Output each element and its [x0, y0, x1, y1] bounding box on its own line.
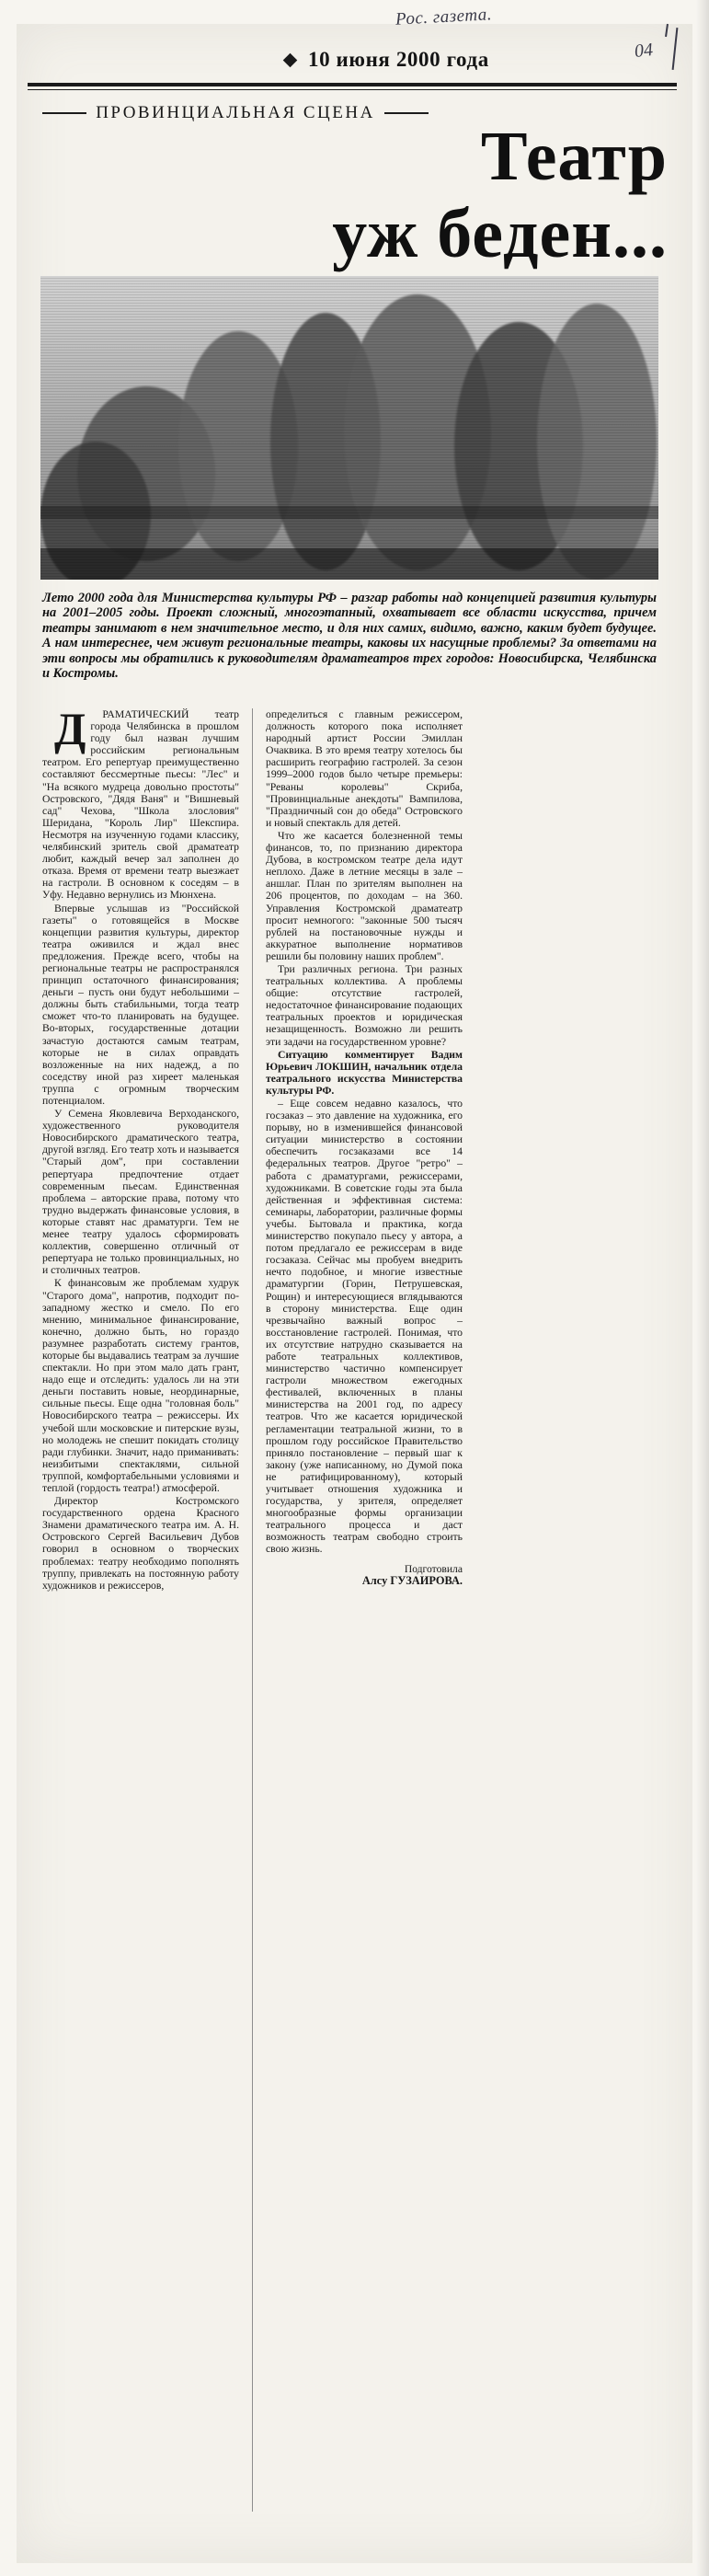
headline-line-2: уж беден...: [332, 195, 668, 272]
handwritten-source-note: Рос. газета.: [395, 5, 493, 29]
paragraph: К финансовым же проблемам худрук "Старого дома", напротив, подходит по-западному жестко и смело. По его мнению, минимальное финансирование, конечно, должно быть, но гораздо разумнее разработать систему грантов, которые бы выдавались театрам за лучшие спектакли. Но при этом мало дать грант, надо еще и отследить: удалось ли на эти деньги поставить новые, неординарные, сильные пьесы. Еще одна "головная боль" Новосибирского театра – режиссеры. Их учебой шли московские и питерские вузы, но молодежь не спешит покидать столицу ради глубинки. Значит, надо приманивать: неизбитыми спектаклями, сильной труппой, комфортабельными условиями и теплой (гордость театра!) атмосферой.: [42, 1277, 239, 1494]
masthead-rule-thin: [28, 89, 677, 90]
paragraph: У Семена Яковлевича Верходанского, художественного руководителя Новосибирского драматического театра, другой взгляд. Его театр хоть и называется "Старый дом", при составлении репертуара предпочтение отдает современным пьесам. Единственная проблема – авторские права, потому что трудно выдержать финансовые условия, в которые ставят нас драматурги. Тем не менее театру удалось сформировать коллектив, совершенно отличный от репертуара не только провинциальных, но и столичных театров.: [42, 1108, 239, 1277]
paragraph: [42, 703, 239, 902]
dropcap: Д: [54, 703, 86, 754]
byline-author: Алсу ГУЗАИРОВА.: [361, 1573, 463, 1587]
paragraph: Три различных региона. Три разных театральных коллектива. А проблемы общие: отсутствие гастролей, недостаточное финансирование подающих театральных проектов и юридическая незащищенность. Возможно ли решить эти задачи на государственном уровне?: [266, 962, 463, 1048]
column-2: [266, 708, 463, 2512]
column-divider: [252, 708, 253, 2512]
paragraph: Директор Костромского государственного ордена Красного Знамени драматического театра им. А. Н. Островского Сергей Васильевич Дубов говорил в основном о творческих проблемах: театру необходимо пополнять труппу, привлекать на постоянную работу художников и режиссеров,: [42, 1495, 239, 1592]
handwritten-page-number: 04: [633, 40, 655, 62]
rubric-label: ПРОВИНЦИАЛЬНАЯ СЦЕНА: [96, 103, 375, 122]
paragraph-text: РАМАТИЧЕСКИЙ театр города Челябинска в прошлом году был назван лучшим российским региональным театром. Его репертуар преимущественно составляют бессмертные пьесы: "Лес" и "На всякого мудреца довольно простоты" Островского, "Дядя Ваня" и "Вишневый сад" Чехова, "Школа злословия" Шеридана, "Король Лир" Шекспира. Несмотря на изученную годами классику, челябинский зритель свой драматеатр любит, каждый вечер зал заполнен до отказа. Время от времени театр выезжает на гастроли. В основном к соседям – в Уфу. Недавно вернулись из Мюнхена.: [42, 708, 239, 902]
paragraph: определиться с главным режиссером, должность которого пока исполняет народный артист России Эмиллан Очаквика. В это время театру хотелось бы расширить географию гастролей. За сезон 1999–2000 годов было четыре премьеры: "Реваны королевы" Скриба, "Провинциальные анекдоты" Вампилова, "Праздничный сон до обеда" Островского и новый спектакль для детей.: [266, 708, 463, 829]
paragraph: – Еще совсем недавно казалось, что госзаказ – это давление на художника, его порыву, но в изменившейся финансовой ситуации министерство в состоянии обеспечить госзаказами все 14 федеральных театров. Другое "ретро" – работа с драматургами, режиссерами, художниками. В советские годы эта была действенная и эффективная система: семинары, лаборатории, различные формы учебы. Бытовала и практика, когда министерство покупало пьесу у автора, а потом предлагало ее режиссерам в виде госзаказа. Сейчас мы пробуем внедрить нечто подобное, и многие известные драматургии (Горин, Петрушевская, Рощин) и интересующиеся вглядываются в сторону министерства. Еще один чрезвычайно важный вопрос – восстановление гастролей. Понимая, что их отсутствие натрудно сказывается на работе театральных коллективов, министерство частично компенсирует гастроли множеством ежегодных фестивалей, включенных в планы министерства на 2001 год, по адресу театров. Что же касается юридической регламентации театральной жизни, то в прошлом году российское Правительство приняло постановление – первый шаг к закону (уже написанному, но Думой пока не ратифицированному), который учитывает отношения художника и государства, у зрителя, определяет многообразные формы организации театрального процесса и даст возможность театрам свободно строить свою жизнь.: [266, 1098, 463, 1556]
masthead-datebar: [28, 44, 671, 75]
byline: [266, 1563, 463, 1587]
byline-label: Подготовила: [404, 1562, 463, 1575]
interview-intro: Ситуацию комментирует Вадим Юрьевич ЛОКШИН, начальник отдела театрального искусства Министерства культуры РФ.: [266, 1048, 463, 1097]
lead-paragraph: Лето 2000 года для Министерства культуры РФ – разгар работы над концепцией развития культуры на 2001–2005 годы. Проект сложный, многоэтапный, охватывает все области искусства, причем театры занимают в нем значительное место, и для них самих, видимо, важно, каким будет будущее. А нам интереснее, чем живут региональные театры, каковы их насущные проблемы? За ответами на эти вопросы мы обратились к руководителям драматеатров трех городов: Новосибирска, Челябинска и Костромы.: [42, 591, 657, 682]
page-title: [37, 118, 668, 272]
masthead-rule-thick: [28, 83, 677, 86]
issue-date: 10 июня 2000 года: [308, 48, 489, 71]
scan-edge-shadow: [696, 0, 709, 2576]
article-photo: [40, 276, 658, 580]
paragraph: Что же касается болезненной темы финансов, то, по признанию директора Дубова, в костромском театре дела идут неплохо. Даже в летние месяцы в зале – аншлаг. План по зрителям выполнен на 206 процентов, по доходам – на 360. Управления Костромской драматеатр просит немногого: "законные 500 тысяч рублей на постановочные нужды и аккуратное выполнение нормативов решили бы половину наших проблем".: [266, 829, 463, 962]
photo-grain: [40, 276, 658, 580]
headline-line-1: Театр: [480, 118, 668, 195]
paragraph: Впервые услышав из "Российской газеты" о готовящейся в Москве концепции развития культуры, директор театра оживился и ждал внес предложения. Прежде всего, чтобы на региональные театры не распространялся принцип остаточного финансирования; деньги – пусть они будут небольшими – должны быть стабильными, тогда театр сможет что-то планировать на будущее. Во-вторых, государственные дотации зачастую достаются самым театрам, которые не в силах оправдать возложенные на них надежд, а по соседству иной раз хиреет маленькая труппа с огромным творческим потенциалом.: [42, 902, 239, 1107]
rubric-dash-right: [384, 112, 429, 114]
rubric-dash-left: [42, 112, 86, 114]
article-body: [42, 703, 660, 2512]
column-1: [42, 703, 239, 2512]
diamond-icon: [283, 52, 298, 67]
